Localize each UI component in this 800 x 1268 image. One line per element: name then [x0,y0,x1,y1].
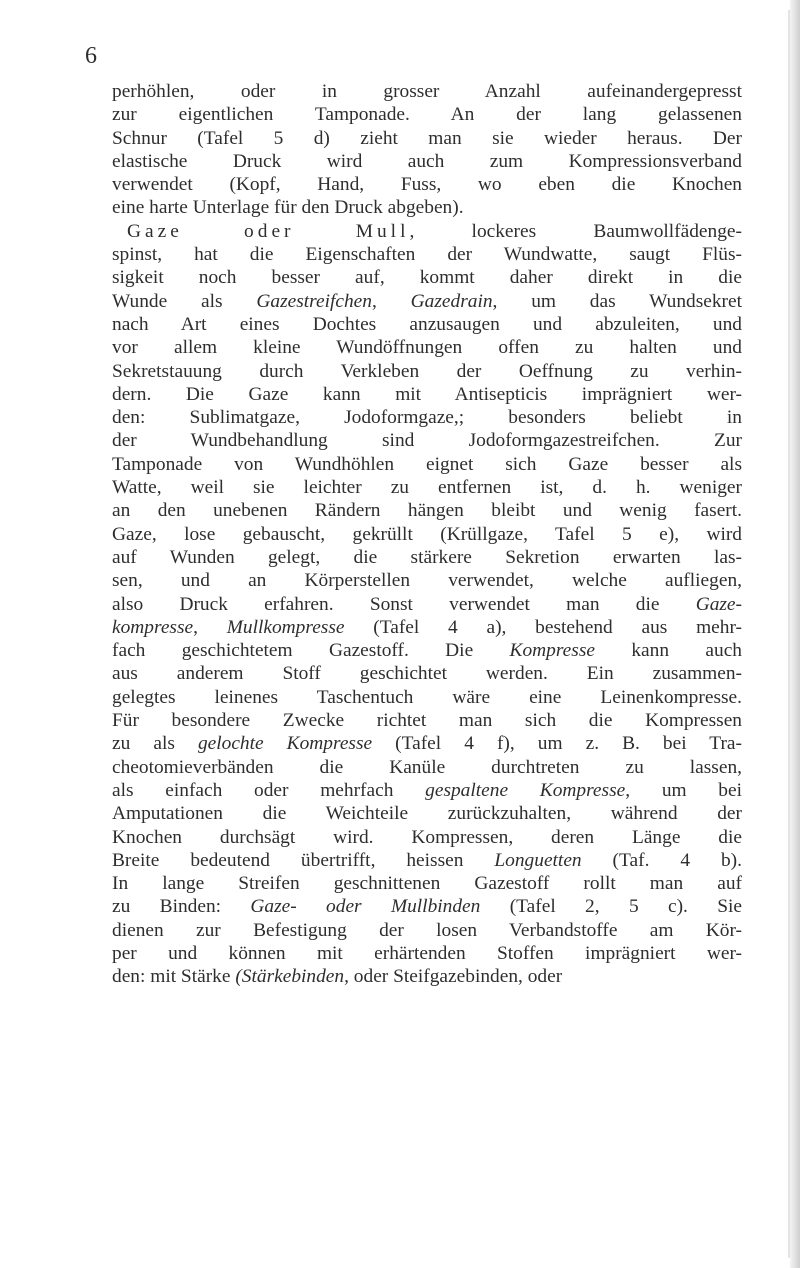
text-segment: sen, und an Körperstellen verwendet, welche aufliegen, [112,570,742,592]
text-segment: (Taf. 4 b). [581,849,742,871]
text-segment: spinst, hat die Eigenschaften der Wundwatte, saugt Flüs- [112,244,742,266]
text-line [112,639,742,662]
text-segment: , [372,290,411,312]
text-segment: vor allem kleine Wundöffnungen offen zu halten und [112,337,742,359]
text-segment: , oder Steifgazebinden, oder [344,966,563,988]
text-segment: Schnur (Tafel 5 d) zieht man sie wieder heraus. Der [112,127,742,149]
text-line [112,360,742,383]
emphasized-term: Kompresse [509,640,595,662]
text-segment: verwendet (Kopf, Hand, Fuss, wo eben die Knochen [112,174,742,196]
text-segment: auf Wunden gelegt, die stärkere Sekretion erwarten las- [112,546,742,568]
text-line [112,313,742,336]
text-segment: Wunde als [112,290,257,312]
text-segment: , [193,616,227,638]
text-line [112,616,742,639]
text-segment: , lockeres Baumwollfädenge- [409,220,742,242]
text-segment: Amputationen die Weichteile zurückzuhalten, während der [112,803,742,825]
text-line [112,173,742,196]
emphasized-term: Gaze- [695,593,742,615]
text-segment: fach geschichtetem Gazestoff. Die [112,640,510,662]
text-segment: nach Art eines Dochtes anzusaugen und abzuleiten, und [112,313,742,335]
text-segment: Gaze, lose gebauscht, gekrüllt (Krüllgaze, Tafel 5 e), wird [112,523,742,545]
text-segment: (Tafel 4 f), um z. B. bei Tra- [372,733,742,755]
page-number: 6 [85,43,97,69]
text-line [112,523,742,546]
text-line [112,127,742,150]
text-segment: per und können mit erhärtenden Stoffen imprägniert wer- [112,942,742,964]
text-line [112,732,742,755]
text-segment: an den unebenen Rändern hängen bleibt und wenig fasert. [112,500,742,522]
text-segment: perhöhlen, oder in grosser Anzahl aufeinandergepresst [112,81,742,102]
text-line [112,569,742,592]
text-line [112,849,742,872]
text-segment: Watte, weil sie leichter zu entfernen ist, d. h. weniger [112,477,742,499]
text-line [112,965,742,988]
emphasized-term: Gazestreifchen [256,290,372,312]
text-segment: sigkeit noch besser auf, kommt daher direkt in die [112,267,742,289]
text-segment: zur eigentlichen Tamponade. An der lang gelassenen [112,104,742,126]
text-segment: elastische Druck wird auch zum Kompressionsverband [112,150,742,172]
text-segment: zu als [112,733,198,755]
text-line [112,662,742,685]
text-segment: aus anderem Stoff geschichtet werden. Ein zusammen- [112,663,742,685]
text-line [112,942,742,965]
text-segment: , um bei [625,779,743,801]
emphasized-term: kompresse [112,616,194,638]
text-segment: (Tafel 2, 5 c). Sie [480,896,743,918]
text-line [112,895,742,918]
emphasized-term: Gazedrain [410,290,493,312]
text-segment: (Tafel 4 a), bestehend aus mehr- [344,616,742,638]
text-line [112,243,742,266]
text-segment: Breite bedeutend übertrifft, heissen [112,849,495,871]
text-segment: den: Sublimatgaze, Jodoformgaze,; besonders beliebt in [112,407,742,429]
text-line [112,429,742,452]
text-line [112,546,742,569]
text-segment: cheotomieverbänden die Kanüle durchtreten zu lassen, [112,756,742,778]
text-line [112,709,742,732]
text-segment: der Wundbehandlung sind Jodoformgazestreifchen. Zur [112,430,742,452]
text-line [112,872,742,895]
spaced-heading-term: Gaze oder Mull [127,220,410,242]
text-segment: eine harte Unterlage für den Druck abgeben). [112,197,464,219]
text-segment: , um das Wundsekret [492,290,743,312]
text-line [112,383,742,406]
text-line [112,593,742,616]
emphasized-term: gelochte Kompresse [197,733,373,755]
emphasized-term: Mullkompresse [226,616,345,638]
text-segment: Für besondere Zwecke richtet man sich die Kompressen [112,710,742,732]
emphasized-term: (Stärkebinden [235,966,345,988]
text-segment: kann auch [595,640,742,662]
text-segment: also Druck erfahren. Sonst verwendet man die [112,593,696,615]
text-line [112,220,742,243]
text-line [112,336,742,359]
text-segment: zu Binden: [112,896,251,918]
emphasized-term: Longuetten [494,849,582,871]
text-segment: Tamponade von Wundhöhlen eignet sich Gaze besser als [112,453,742,475]
text-line [112,476,742,499]
text-line [112,686,742,709]
text-line [112,80,742,103]
text-line [112,150,742,173]
text-line [112,499,742,522]
text-line [112,826,742,849]
text-line [112,196,742,219]
text-segment: dienen zur Befestigung der losen Verbandstoffe am Kör- [112,919,742,941]
text-segment: dern. Die Gaze kann mit Antisepticis imprägniert wer- [112,383,742,405]
text-line [112,290,742,313]
text-line [112,802,742,825]
emphasized-term: gespaltene Kompresse [425,779,626,801]
text-line [112,779,742,802]
text-segment: gelegtes leinenes Taschentuch wäre eine Leinenkompresse. [112,686,742,708]
text-line [112,453,742,476]
book-edge [790,0,800,1268]
text-segment: den: mit Stärke [112,966,236,988]
text-segment: Knochen durchsägt wird. Kompressen, deren Länge die [112,826,742,848]
text-segment: Sekretstauung durch Verkleben der Oeffnung zu verhin- [112,360,742,382]
text-line [112,266,742,289]
emphasized-term: Gaze- oder Mullbinden [250,896,481,918]
text-line [112,406,742,429]
body-text [112,80,742,989]
text-line [112,756,742,779]
text-segment: In lange Streifen geschnittenen Gazestoff rollt man auf [112,873,742,895]
text-line [112,103,742,126]
text-line [112,919,742,942]
text-segment: als einfach oder mehrfach [112,779,426,801]
